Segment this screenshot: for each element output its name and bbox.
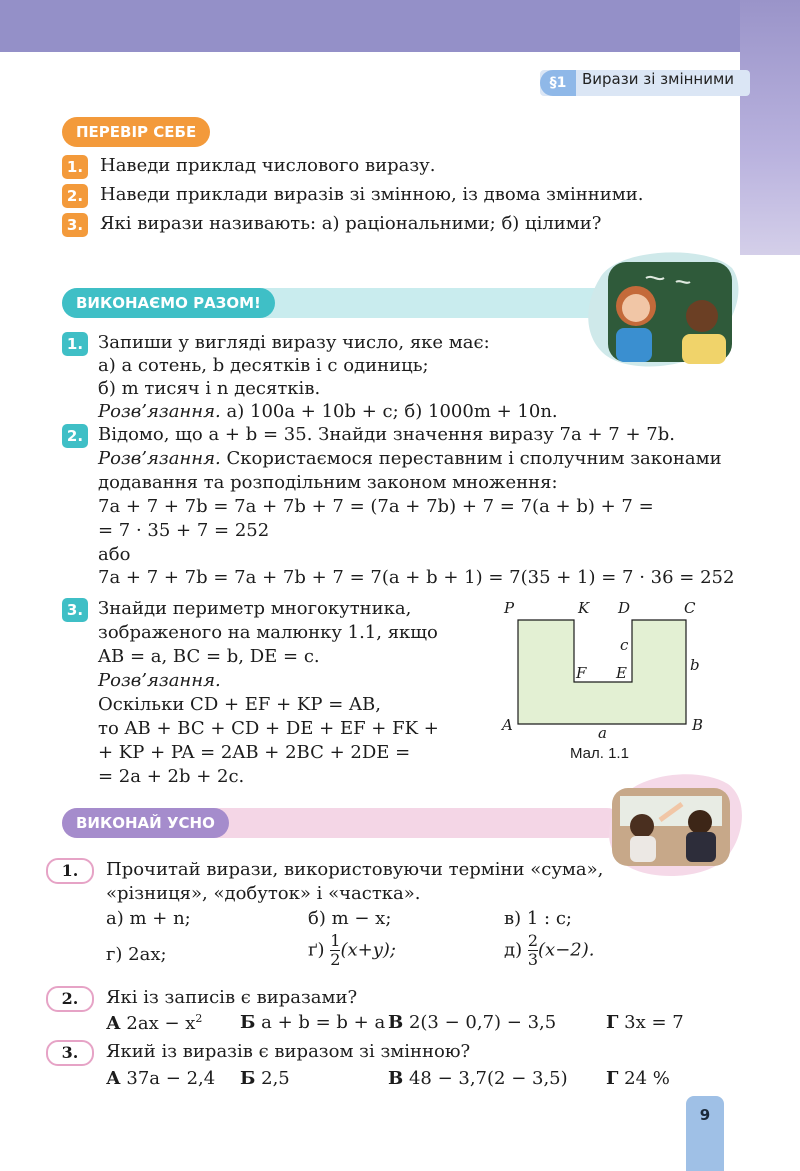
option-letter: А xyxy=(106,1013,121,1034)
check-item-text: Які вирази називають: а) раціональними; б) цілими? xyxy=(100,213,602,234)
option-letter: В xyxy=(388,1012,404,1033)
solution-label: Розв’язання. xyxy=(98,401,221,422)
answer-option-g xyxy=(606,1012,684,1033)
solution-text: а) 100a + 10b + c; б) 1000m + 10n. xyxy=(220,401,558,422)
fraction-denominator: 2 xyxy=(330,950,341,969)
option-label: ґ) xyxy=(308,939,325,961)
task-text: «різниця», «добуток» і «частка». xyxy=(106,883,421,904)
option-label: д) xyxy=(504,939,523,961)
task-text: додавання та розподільним законом множення: xyxy=(98,472,558,493)
task-text: а) a сотень, b десятків і c одиниць; xyxy=(98,355,429,376)
figure-caption: Мал. 1.1 xyxy=(570,745,629,762)
solution-text: Оскільки CD + EF + KP = AB, xyxy=(98,694,381,715)
answer-option-a xyxy=(106,1012,202,1034)
vertex-label-d: D xyxy=(618,599,631,617)
task-text: Які із записів є виразами? xyxy=(106,987,358,1008)
check-item-text: Наведи приклад числового виразу. xyxy=(100,155,436,176)
task-text: б) m тисяч і n десятків. xyxy=(98,378,321,399)
option-letter: Г xyxy=(606,1068,619,1089)
task-text: Знайди периметр многокутника, xyxy=(98,598,412,619)
option-letter: В xyxy=(388,1068,404,1089)
option-letter: Г xyxy=(606,1012,619,1033)
vertex-label-c: C xyxy=(684,599,696,617)
option-text: 3x = 7 xyxy=(624,1012,684,1033)
expression-option: б) m − x; xyxy=(308,908,392,929)
together-task-number: 2. xyxy=(62,424,88,448)
check-item-text: Наведи приклади виразів зі змінною, із двома змінними. xyxy=(100,184,644,205)
answer-option-v xyxy=(388,1012,556,1033)
fraction xyxy=(330,932,340,969)
section-number: §1 xyxy=(540,70,576,96)
fraction-numerator: 1 xyxy=(330,931,341,950)
option-text: 2,5 xyxy=(261,1068,290,1089)
section-title: Вирази зі змінними xyxy=(582,70,735,88)
together-task-number: 1. xyxy=(62,332,88,356)
task-text: Який із виразів є виразом зі змінною? xyxy=(106,1041,471,1062)
solution-text: то AB + BC + CD + DE + EF + FK + xyxy=(98,718,439,739)
vertex-label-b: B xyxy=(692,716,704,734)
vertex-label-e: E xyxy=(616,664,627,682)
solution-line xyxy=(98,448,722,469)
option-letter: Б xyxy=(240,1012,256,1033)
top-band xyxy=(0,0,800,52)
page-number: 9 xyxy=(686,1096,724,1171)
side-label-c: c xyxy=(620,636,629,654)
solution-text: + KP + PA = 2AB + 2BC + 2DE = xyxy=(98,742,411,763)
equation-line: = 7 · 35 + 7 = 252 xyxy=(98,520,270,541)
do-together-heading: ВИКОНАЄМО РАЗОМ! xyxy=(62,288,275,318)
side-label-a: a xyxy=(598,724,607,742)
polygon-shape xyxy=(518,620,686,724)
option-text: 48 − 3,7(2 − 3,5) xyxy=(408,1068,568,1089)
expression-option xyxy=(308,932,396,969)
answer-option-b xyxy=(240,1068,290,1089)
option-letter: Б xyxy=(240,1068,256,1089)
check-item-number: 1. xyxy=(62,155,88,179)
boy-figure xyxy=(686,300,718,332)
expression-option xyxy=(504,932,594,969)
vertex-label-f: F xyxy=(576,664,587,682)
solution-label: Розв’язання. xyxy=(98,670,221,691)
do-orally-heading: ВИКОНАЙ УСНО xyxy=(62,808,229,838)
task-text: Відомо, що a + b = 35. Знайди значення виразу 7a + 7 + 7b. xyxy=(98,424,675,445)
student-figure xyxy=(688,810,712,834)
check-item-number: 2. xyxy=(62,184,88,208)
side-label-b: b xyxy=(690,656,700,674)
task-text: Прочитай вирази, використовуючи терміни «сума», xyxy=(106,859,604,880)
option-text: a + b = b + a xyxy=(261,1012,386,1033)
answer-option-g xyxy=(606,1068,670,1089)
check-item-number: 3. xyxy=(62,213,88,237)
solution-text: = 2a + 2b + 2c. xyxy=(98,766,245,787)
task-text: зображеного на малюнку 1.1, якщо xyxy=(98,622,438,643)
fraction-denominator: 3 xyxy=(527,950,539,969)
expression-text: (x−2). xyxy=(538,939,595,961)
solution-line xyxy=(98,401,558,422)
option-text: 24 % xyxy=(624,1068,670,1089)
check-yourself-heading: ПЕРЕВІР СЕБЕ xyxy=(62,117,210,147)
answer-option-v xyxy=(388,1068,568,1089)
option-letter: А xyxy=(106,1068,121,1089)
task-text: або xyxy=(98,544,131,565)
solution-label: Розв’язання. xyxy=(98,448,221,469)
vertex-label-k: K xyxy=(578,599,590,617)
vertex-label-p: P xyxy=(504,599,515,617)
expression-option: г) 2ax; xyxy=(106,944,167,965)
side-band xyxy=(740,0,800,255)
oral-task-number: 1. xyxy=(46,858,94,884)
task-text: Запиши у вигляді виразу число, яке має: xyxy=(98,332,490,353)
equation-line: 7a + 7 + 7b = 7a + 7b + 7 = (7a + 7b) + 7 = 7(a + b) + 7 = xyxy=(98,496,654,517)
task-text: AB = a, BC = b, DE = c. xyxy=(98,646,320,667)
expression-option: а) m + n; xyxy=(106,908,191,929)
exponent: 2 xyxy=(195,1012,203,1025)
expression-text: (x+y); xyxy=(340,939,396,961)
fraction-numerator: 2 xyxy=(527,931,539,950)
together-task-number: 3. xyxy=(62,598,88,622)
classroom-illustration xyxy=(586,248,740,374)
oral-task-number: 2. xyxy=(46,986,94,1012)
solution-text: Скористаємося переставним і сполучним законами xyxy=(220,448,722,469)
oral-task-number: 3. xyxy=(46,1040,94,1066)
equation-line: 7a + 7 + 7b = 7a + 7b + 7 = 7(a + b + 1) = 7(35 + 1) = 7 · 36 = 252 xyxy=(98,567,735,588)
fraction xyxy=(528,932,538,969)
option-text: 2ax − x xyxy=(126,1013,196,1034)
answer-option-b xyxy=(240,1012,385,1033)
answer-option-a xyxy=(106,1068,215,1089)
option-text: 2(3 − 0,7) − 3,5 xyxy=(408,1012,557,1033)
expression-option: в) 1 : c; xyxy=(504,908,572,929)
vertex-label-a: A xyxy=(502,716,513,734)
student-figure xyxy=(630,814,654,838)
option-text: 37a − 2,4 xyxy=(126,1068,216,1089)
polygon-figure xyxy=(498,596,708,766)
students-illustration xyxy=(604,770,744,880)
